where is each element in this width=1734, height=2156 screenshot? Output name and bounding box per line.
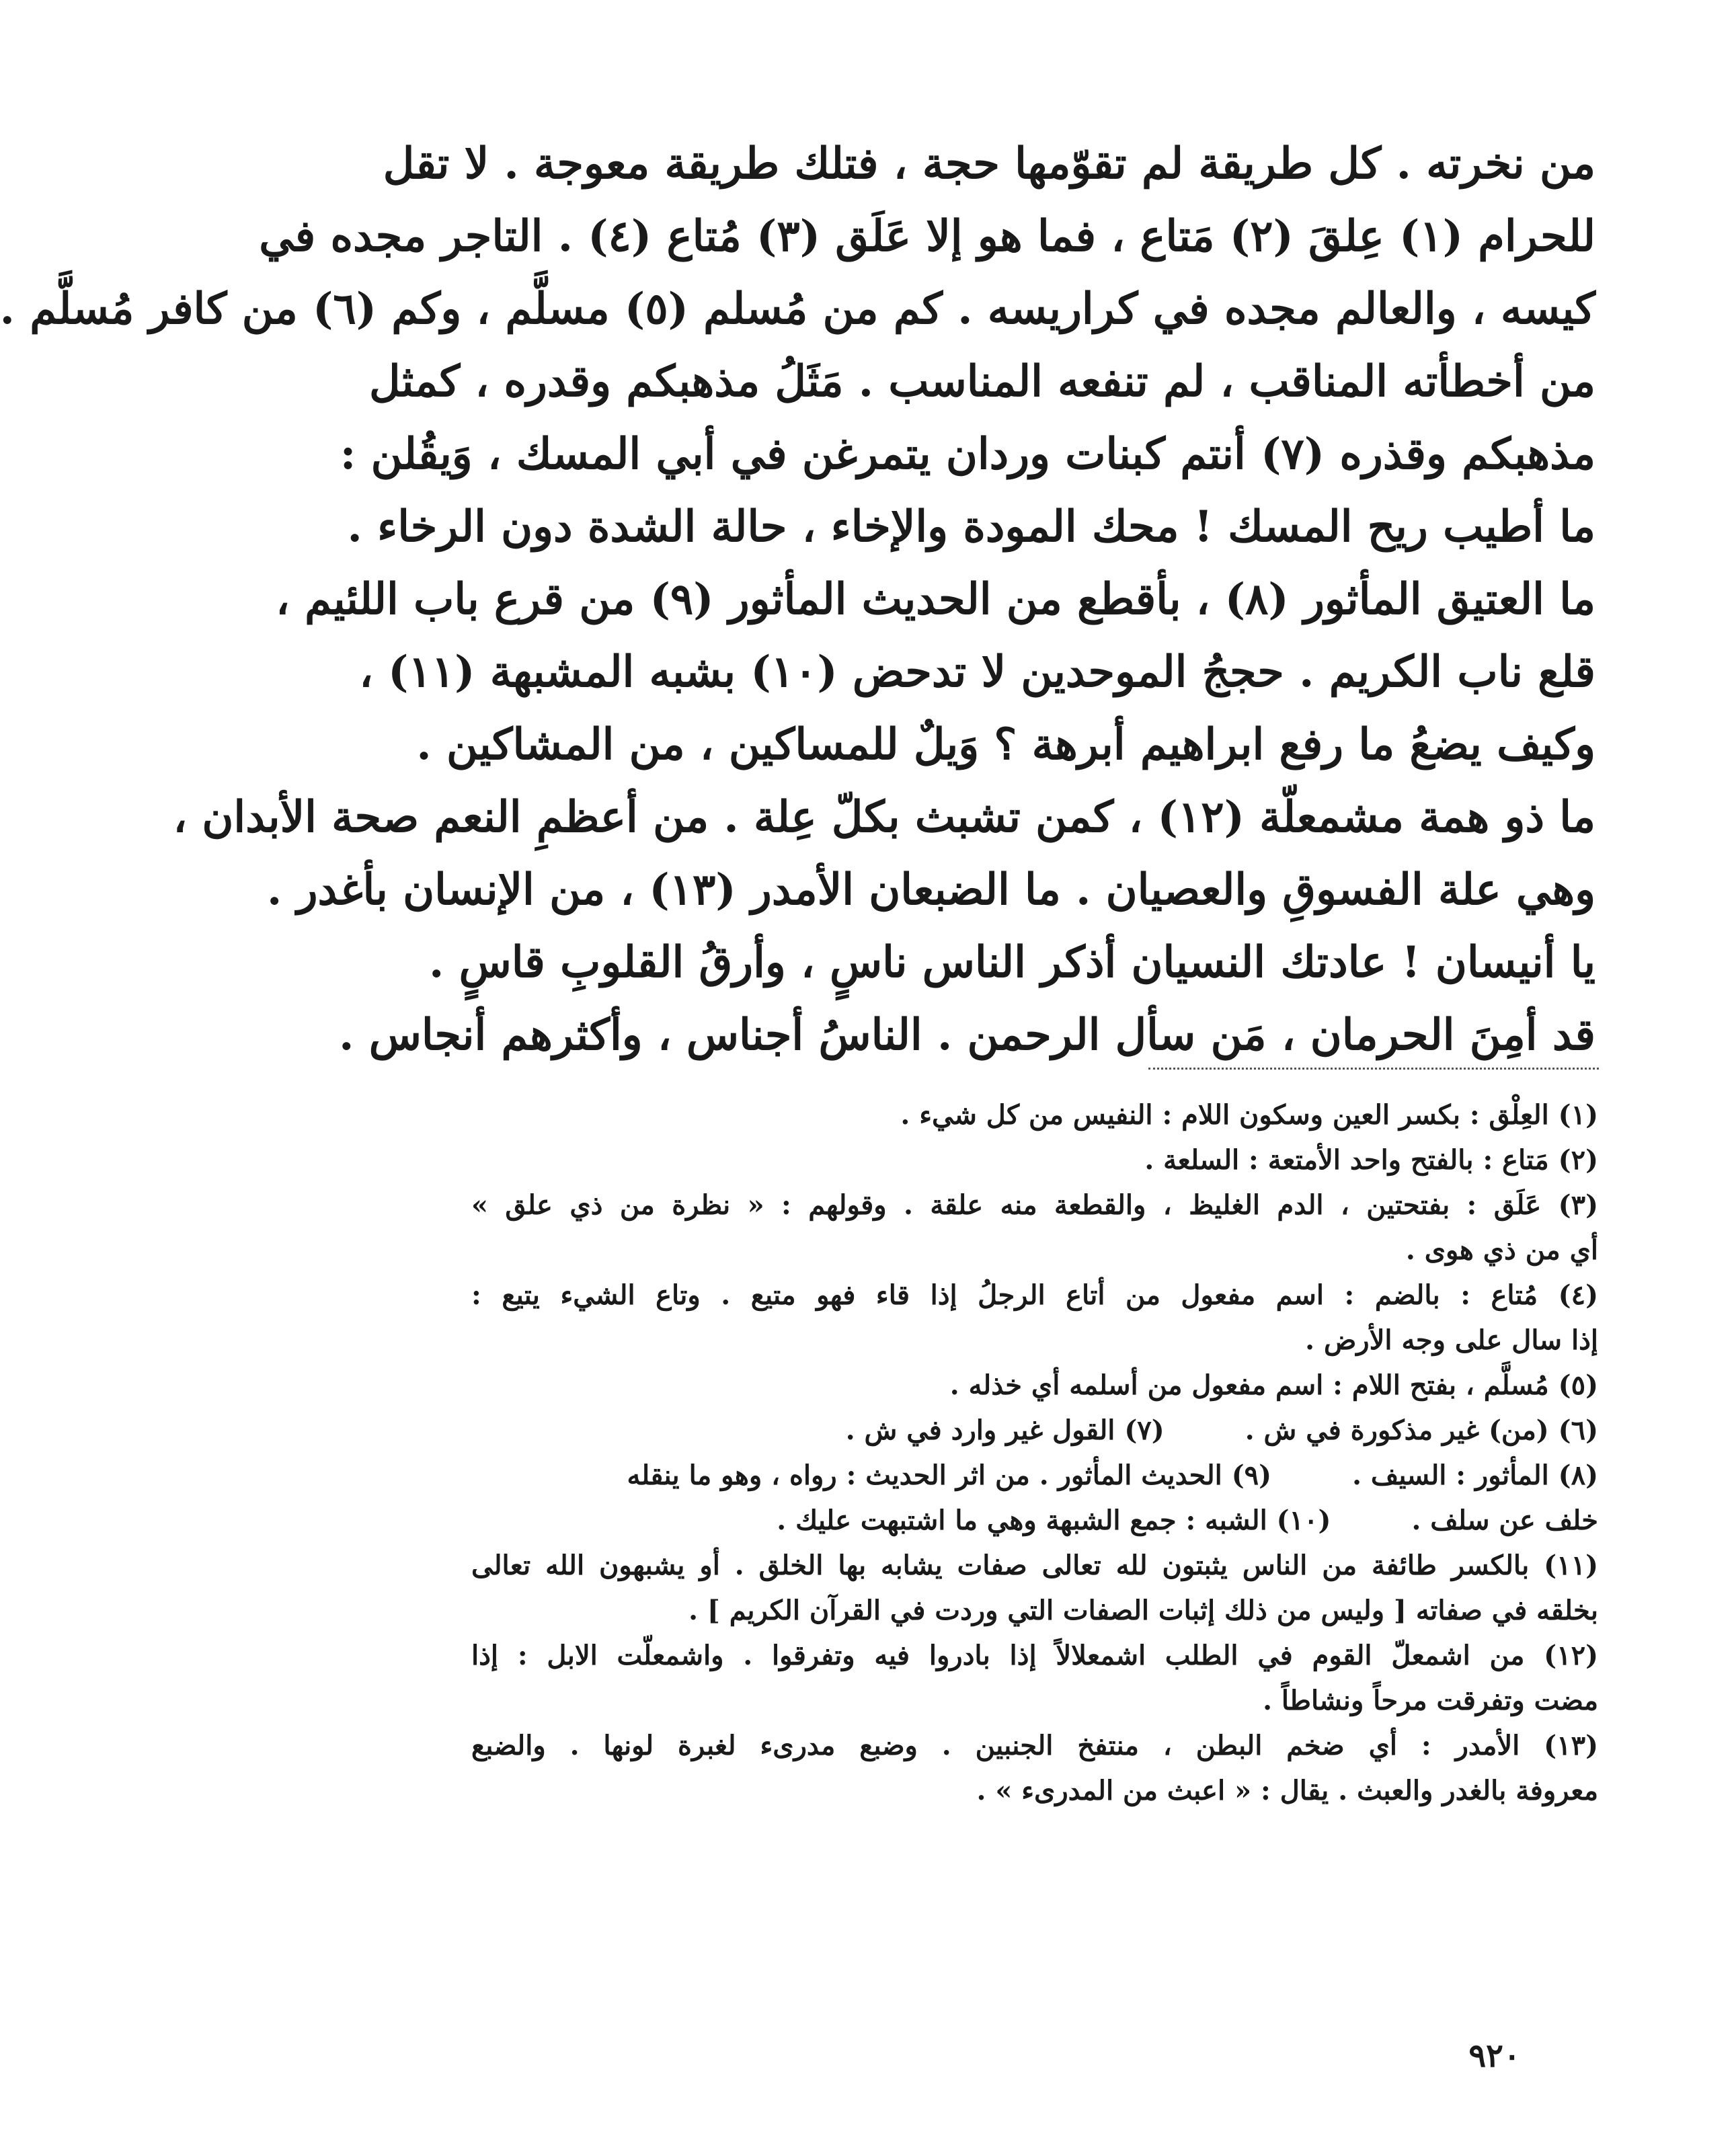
page-number: ٩٢٠: [1468, 2037, 1521, 2075]
footnote-3-continued: أي من ذي هوى .: [1405, 1234, 1598, 1266]
main-text-line: ما أطيب ريح المسك ! محك المودة والإخاء ، حالة الشدة دون الرخاء .: [347, 502, 1595, 552]
footnote-5: (٥) مُسلَّم ، بفتح اللام : اسم مفعول من أسلمه أي خذله .: [949, 1369, 1598, 1401]
footnote-row-8-9: [471, 1453, 1598, 1498]
footnote-2: (٢) مَتاع : بالفتح واحد الأمتعة : السلعة .: [1144, 1144, 1598, 1176]
main-text-line: قلع ناب الكريم . حججُ الموحدين لا تدحض (١٠) بشبه المشبهة (١١) ،: [359, 647, 1595, 697]
footnote-divider: [1148, 1068, 1599, 1070]
main-text-line: من نخرته . كل طريقة لم تقوّمها حجة ، فتلك طريقة معوجة . لا تقل: [383, 138, 1595, 189]
main-text-line: ما ذو همة مشمعلّة (١٢) ، كمن تشبث بكلّ عِلة . من أعظمِ النعم صحة الأبدان ،: [173, 792, 1595, 842]
footnotes-block: [471, 1092, 1598, 1813]
footnote-8: (٨) المأثور : السيف .: [1352, 1460, 1598, 1491]
footnote-row-6-7: [471, 1408, 1598, 1453]
main-text-line: ما العتيق المأثور (٨) ، بأقطع من الحديث المأثور (٩) من قرع باب اللئيم ،: [276, 574, 1595, 625]
main-text-line: وكيف يضعُ ما رفع ابراهيم أبرهة ؟ وَيلٌ للمساكين ، من المشاكين .: [416, 719, 1595, 770]
footnote-12: (١٢) من اشمعلّ القوم في الطلب اشمعلالاً إذا بادروا فيه وتفرقوا . واشمعلّت الابل : إذا: [471, 1640, 1598, 1671]
footnote-row-9b-10: [471, 1498, 1598, 1543]
footnote-1: (١) العِلْق : بكسر العين وسكون اللام : النفيس من كل شيء .: [900, 1099, 1598, 1131]
footnote-13-continued: معروفة بالغدر والعبث . يقال : « اعبث من المدرىء » .: [976, 1775, 1598, 1806]
main-text-line: من أخطأته المناقب ، لم تنفعه المناسب . مَثَلُ مذهبكم وقدره ، كمثل: [368, 356, 1595, 407]
footnote-13: (١٣) الأمدر : أي ضخم البطن ، منتفخ الجنبين . وضبع مدرىء لغبرة لونها . والضبع: [471, 1730, 1598, 1761]
footnote-9: (٩) الحديث المأثور . من اثر الحديث : رواه ، وهو ما ينقله: [627, 1460, 1272, 1491]
main-text-line: للحرام (١) عِلقَ (٢) مَتاع ، فما هو إلا عَلَق (٣) مُتاع (٤) . التاجر مجده في: [259, 211, 1595, 262]
footnote-11-continued: بخلقه في صفاته [ وليس من ذلك إثبات الصفات التي وردت في القرآن الكريم ] .: [688, 1595, 1598, 1626]
main-text-line: وهي علة الفسوقِ والعصيان . ما الضبعان الأمدر (١٣) ، من الإنسان بأغدر .: [267, 865, 1595, 915]
footnote-3: (٣) عَلَق : بفتحتين ، الدم الغليظ ، والقطعة منه علقة . وقولهم : « نظرة من ذي علق »: [471, 1189, 1598, 1221]
footnote-4: (٤) مُتاع : بالضم : اسم مفعول من أتاع الرجلُ إذا قاء فهو متيع . وتاع الشيء يتيع :: [471, 1279, 1598, 1311]
footnote-9-continued: خلف عن سلف .: [1411, 1505, 1598, 1536]
footnote-6: (٦) (من) غير مذكورة في ش .: [1245, 1414, 1598, 1446]
footnote-4-continued: إذا سال على وجه الأرض .: [1305, 1324, 1598, 1356]
main-text-line: مذهبكم وقذره (٧) أنتم كبنات وردان يتمرغن في أبي المسك ، وَيقُلن :: [340, 429, 1595, 479]
main-text-block: [0, 128, 1595, 1072]
footnote-12-continued: مضت وتفرقت مرحاً ونشاطاً .: [1263, 1685, 1598, 1716]
footnote-7: (٧) القول غير وارد في ش .: [845, 1414, 1165, 1446]
footnote-10: (١٠) الشبه : جمع الشبهة وهي ما اشتبهت عليك .: [777, 1505, 1331, 1536]
main-text-line: كيسه ، والعالم مجده في كراريسه . كم من مُسلم (٥) مسلَّم ، وكم (٦) من كافر مُسلَّم .: [0, 284, 1595, 334]
main-text-line: قد أمِنَ الحرمان ، مَن سأل الرحمن . الناسُ أجناس ، وأكثرهم أنجاس .: [339, 1010, 1595, 1060]
footnote-11: (١١) بالكسر طائفة من الناس يثبتون لله تعالى صفات يشابه بها الخلق . أو يشبهون الله تعالى: [471, 1550, 1598, 1581]
main-text-line: يا أنيسان ! عادتك النسيان أذكر الناس ناسٍ ، وأرقُ القلوبِ قاسٍ .: [429, 937, 1595, 988]
